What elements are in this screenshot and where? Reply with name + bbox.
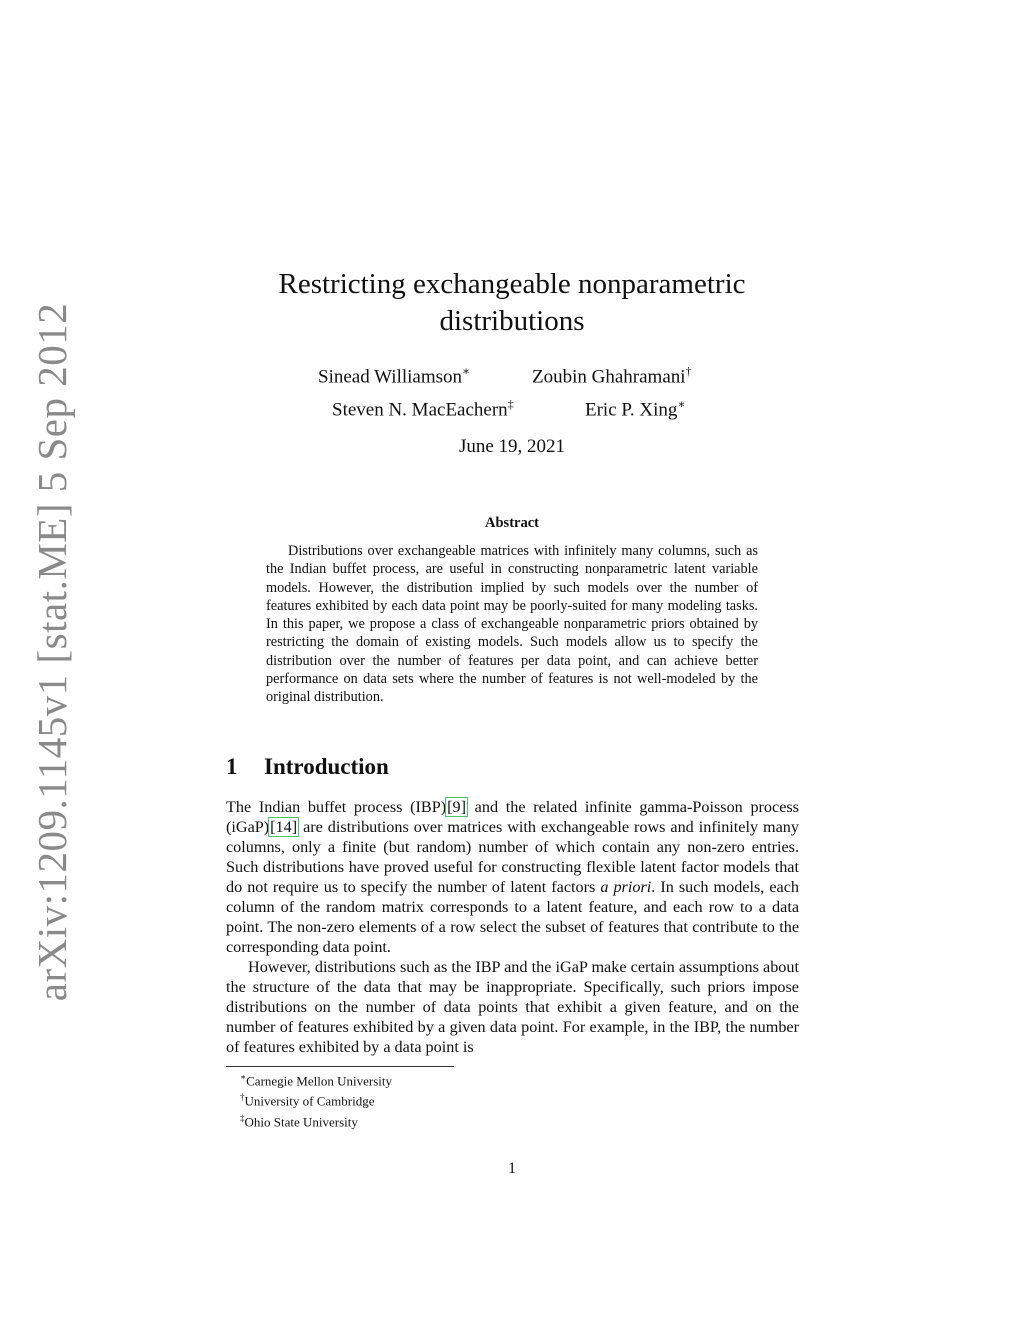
author-mark: † — [685, 364, 692, 378]
intro-paragraph-2: However, distributions such as the IBP and the iGaP make certain assumptions about the structure of the data that may be inappropriate. Specifically, such priors impose distributions on the number of data points that exhibit a given feature, and on the number of features exhibited by a given data point. For example, in the IBP, the number of features exhibited by a data point is — [226, 958, 799, 1056]
author-1 — [318, 364, 470, 388]
footnote — [240, 1110, 392, 1130]
footnote-text: Carnegie Mellon University — [246, 1073, 392, 1089]
footnote — [240, 1089, 392, 1109]
author-name: Zoubin Ghahramani — [532, 366, 686, 388]
footnote-mark: ∗ — [240, 1072, 247, 1082]
footnote-divider — [226, 1066, 454, 1067]
title-line-1: Restricting exchangeable nonparametric — [278, 268, 746, 300]
text-run: and the related infinite gamma-Poisson process (iGaP) — [226, 798, 799, 836]
footnote-text: University of Cambridge — [244, 1093, 375, 1109]
citation-link-14[interactable]: [14] — [270, 818, 298, 836]
footnotes — [240, 1069, 392, 1130]
text-run: . In such models, each column of the random matrix corresponds to a latent feature, and each row to a data point. The non-zero elements of a row select the subset of features that contribute to the corresponding data point. — [226, 878, 799, 956]
author-mark: ∗ — [677, 397, 686, 411]
author-name: Steven N. MacEachern — [332, 399, 508, 421]
author-mark: ∗ — [462, 364, 471, 378]
section-heading — [226, 754, 389, 780]
text-run: are distributions over matrices with exchangeable rows and infinitely many columns, only a finite (but random) number of which contain any non-zero entries. Such distributions have proved useful for constructing flexible latent factor models that do not require us to specify the number of latent factors — [226, 818, 799, 896]
author-4 — [585, 397, 686, 421]
footnote-mark: ‡ — [240, 1112, 245, 1123]
author-name: Eric P. Xing — [585, 399, 678, 421]
author-2 — [532, 364, 692, 388]
intro-paragraph-1 — [226, 797, 799, 957]
footnote — [240, 1069, 392, 1089]
author-3 — [332, 397, 514, 421]
abstract-heading: Abstract — [485, 515, 539, 531]
footnote-mark: † — [240, 1092, 245, 1103]
page-number: 1 — [508, 1160, 516, 1177]
paper-date: June 19, 2021 — [458, 436, 566, 457]
text-run: The Indian buffet process (IBP) — [226, 798, 447, 816]
author-name: Sinead Williamson — [318, 366, 463, 388]
abstract-text: Distributions over exchangeable matrices with infinitely many columns, such as the Indian buffet process, are useful in constructing nonparametric latent variable models. However, the distribution implied by such models over the number of features exhibited by each data point may be poorly-suited for many modeling tasks. In this paper, we propose a class of exchangeable nonparametric priors obtained by restricting the domain of existing models. Such models allow us to specify the distribution over the number of features per data point, and can achieve better performance on data sets where the number of features is not well-modeled by the original distribution. — [266, 543, 758, 706]
section-title: Introduction — [264, 754, 389, 779]
arxiv-identifier: arXiv:1209.1145v1 [stat.ME] 5 Sep 2012 — [29, 302, 75, 1002]
italic-text: a priori — [600, 878, 652, 896]
section-number: 1 — [226, 754, 238, 779]
title-line-2: distributions — [439, 305, 585, 337]
footnote-text: Ohio State University — [244, 1113, 358, 1129]
author-mark: ‡ — [507, 397, 514, 411]
paper-title — [200, 266, 824, 340]
citation-link-9[interactable]: [9] — [447, 798, 466, 816]
